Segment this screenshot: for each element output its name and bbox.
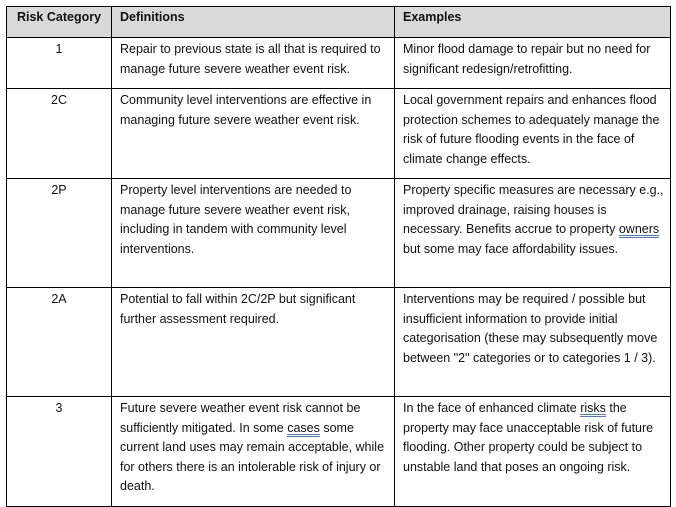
category-cell: 1 bbox=[7, 38, 112, 89]
definition-cell: Potential to fall within 2C/2P but significant further assessment required. bbox=[112, 288, 395, 397]
definition-cell: Repair to previous state is all that is required to manage future severe weather event risk. bbox=[112, 38, 395, 89]
header-risk-category: Risk Category bbox=[7, 7, 112, 38]
spellcheck-marked-word: risks bbox=[580, 401, 606, 415]
example-text: the property may face unacceptable risk of future flooding. Other property could be subject to unstable land that poses an ongoing risk. bbox=[403, 401, 654, 474]
example-cell bbox=[395, 397, 671, 507]
category-cell: 3 bbox=[7, 397, 112, 507]
definition-text: some current land uses may remain acceptable, while for others there is an intolerable risk of injury or death. bbox=[120, 420, 385, 493]
header-definitions: Definitions bbox=[112, 7, 395, 38]
risk-category-table bbox=[6, 6, 671, 507]
category-cell: 2P bbox=[7, 179, 112, 288]
example-text: but some may face affordability issues. bbox=[403, 241, 619, 256]
table-row-category-1 bbox=[7, 38, 671, 89]
header-examples: Examples bbox=[395, 7, 671, 38]
category-cell: 2A bbox=[7, 288, 112, 397]
example-cell: Minor flood damage to repair but no need for significant redesign/retrofitting. bbox=[395, 38, 671, 89]
table-row-category-2c bbox=[7, 89, 671, 179]
table-row-category-2p bbox=[7, 179, 671, 288]
spellcheck-marked-word: cases bbox=[287, 420, 320, 435]
definition-cell: Property level interventions are needed to manage future severe weather event risk, including in tandem with community level interventions. bbox=[112, 179, 395, 288]
example-text: In the face of enhanced climate bbox=[403, 401, 581, 415]
spellcheck-marked-word: owners bbox=[618, 222, 660, 236]
table-row-category-2a bbox=[7, 288, 671, 397]
example-text: Property specific measures are necessary e.g., improved drainage, raising houses is necessary. Benefits accrue to property bbox=[403, 183, 664, 236]
risk-category-table-container bbox=[6, 6, 670, 507]
example-cell: Local government repairs and enhances flood protection schemes to adequately manage the risk of future flooding events in the face of climate change effects. bbox=[395, 89, 671, 179]
header-row bbox=[7, 7, 671, 38]
example-cell bbox=[395, 179, 671, 288]
example-cell: Interventions may be required / possible but insufficient information to provide initial categorisation (these may subsequently move between "2" categories or to categories 1 / 3). bbox=[395, 288, 671, 397]
table-row-category-3 bbox=[7, 397, 671, 507]
category-cell: 2C bbox=[7, 89, 112, 179]
definition-cell bbox=[112, 397, 395, 507]
definition-text: Future severe weather event risk cannot be sufficiently mitigated. In some bbox=[120, 401, 361, 435]
definition-cell: Community level interventions are effective in managing future severe weather event risk. bbox=[112, 89, 395, 179]
